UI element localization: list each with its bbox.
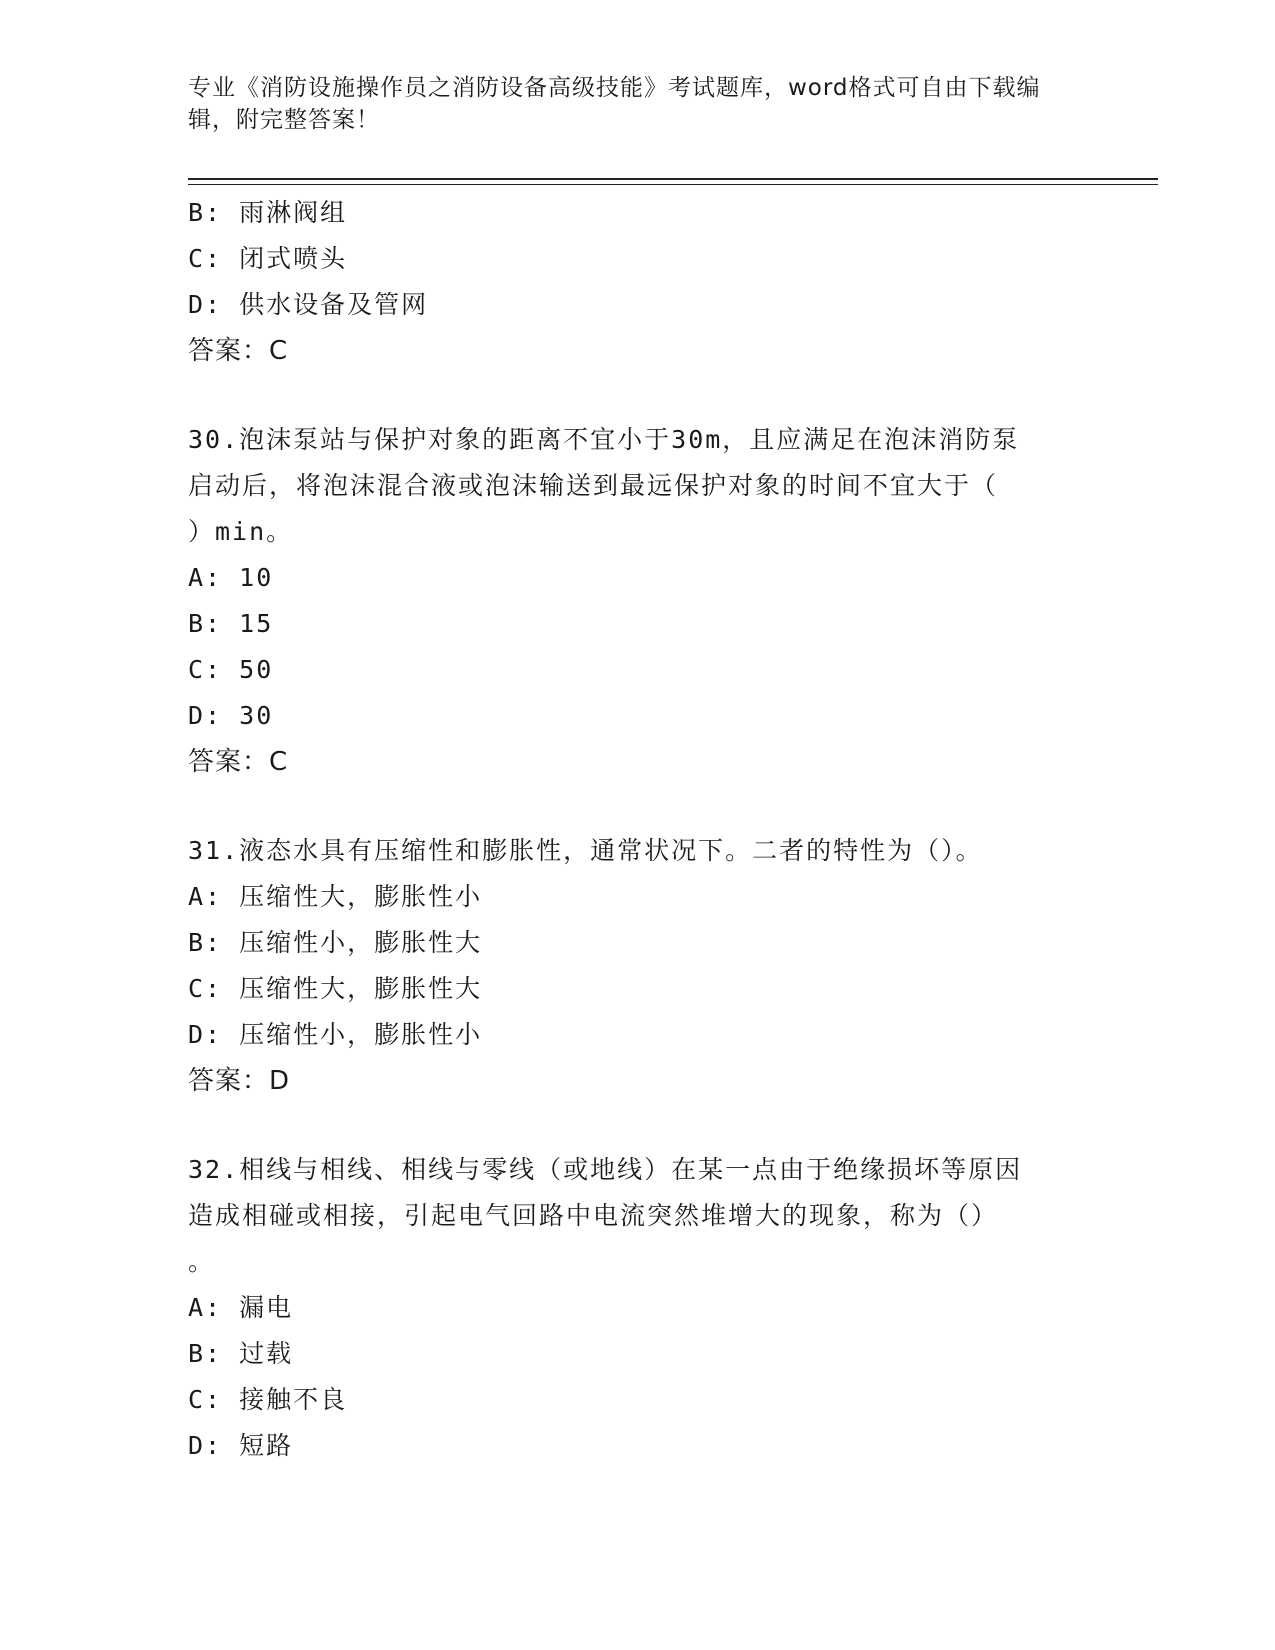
- option-b: B: 压缩性小，膨胀性大: [188, 928, 483, 957]
- question-31: [188, 828, 1088, 1104]
- stem-line: ）min。: [188, 517, 294, 546]
- option-c: C: 压缩性大，膨胀性大: [188, 974, 483, 1003]
- option-d: D: 短路: [188, 1431, 294, 1460]
- question-stem: [188, 828, 1088, 874]
- option-c: C: 接触不良: [188, 1385, 348, 1414]
- stem-line: 造成相碰或相接，引起电气回路中电流突然堆增大的现象，称为（）: [188, 1201, 999, 1230]
- answer-line: 答案：D: [188, 1066, 291, 1096]
- answer-line: 答案：C: [188, 747, 289, 777]
- question-30: [188, 417, 1088, 785]
- document-header: [188, 72, 1068, 136]
- stem-line: 。: [188, 1247, 216, 1276]
- stem-line: 32.相线与相线、相线与零线（或地线）在某一点由于绝缘损坏等原因: [188, 1155, 1023, 1184]
- answer-line: 答案：C: [188, 336, 289, 366]
- header-line-1: 专业《消防设施操作员之消防设备高级技能》考试题库，word格式可自由下载编: [188, 75, 1041, 101]
- option-d: D: 30: [188, 701, 274, 730]
- option-d: D: 压缩性小，膨胀性小: [188, 1020, 483, 1049]
- question-stem: [188, 1147, 1088, 1285]
- question-29-tail: [188, 190, 1088, 374]
- spacer: [188, 374, 1088, 417]
- option-c: C: 50: [188, 655, 274, 684]
- question-list: [188, 190, 1088, 1469]
- option-a: A: 压缩性大，膨胀性小: [188, 882, 483, 911]
- stem-line: 启动后，将泡沫混合液或泡沫输送到最远保护对象的时间不宜大于（: [188, 471, 999, 500]
- option-d: D: 供水设备及管网: [188, 290, 429, 319]
- option-a: A: 漏电: [188, 1293, 294, 1322]
- stem-line: 30.泡沫泵站与保护对象的距离不宜小于30m，且应满足在泡沫消防泵: [188, 425, 1020, 454]
- spacer: [188, 1104, 1088, 1147]
- option-b: B: 15: [188, 609, 274, 638]
- option-b: B: 过载: [188, 1339, 294, 1368]
- spacer: [188, 785, 1088, 828]
- header-divider-bottom: [188, 184, 1158, 185]
- option-b: B: 雨淋阀组: [188, 198, 348, 227]
- header-divider-top: [188, 178, 1158, 180]
- question-stem: [188, 417, 1088, 555]
- stem-line: 31.液态水具有压缩性和膨胀性，通常状况下。二者的特性为（）。: [188, 836, 983, 865]
- option-a: A: 10: [188, 563, 274, 592]
- option-c: C: 闭式喷头: [188, 244, 348, 273]
- question-32: [188, 1147, 1088, 1469]
- header-line-2: 辑，附完整答案！: [188, 107, 380, 133]
